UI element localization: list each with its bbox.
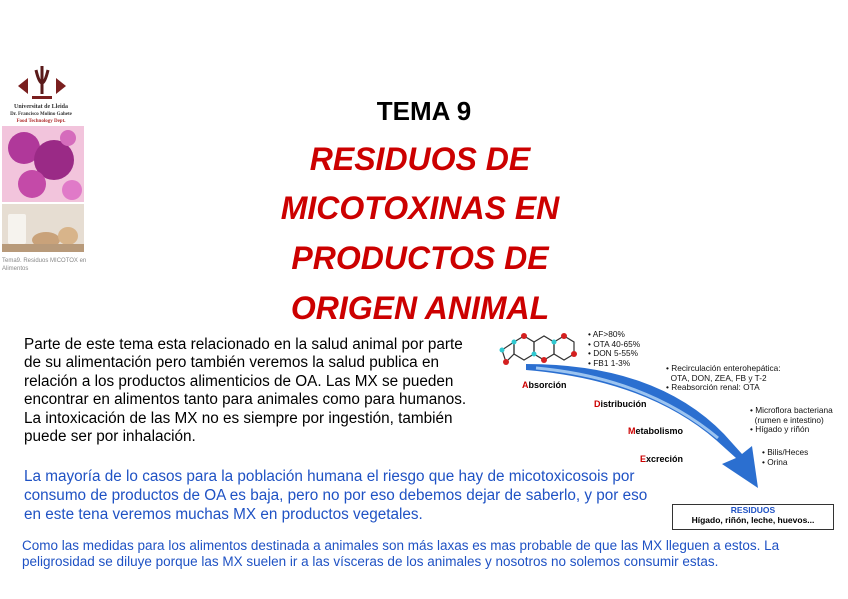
list-item: • Microflora bacteriana [750,405,833,415]
label-absorcion: Absorción [522,380,567,390]
list-item: OTA, DON, ZEA, FB y T-2 [670,372,767,383]
risk-paragraph: La mayoría de lo casos para la población humana el riesgo que hay de micotoxicosois por consumo de productos de OA es baja, pero no por eso debemos dejar de saberlo, y por eso en este tena veremos muchas MX en productos vegetales. [24,468,648,523]
list-item: • Recirculación enterohepática: [666,363,781,373]
residuos-title: RESIDUOS [730,505,776,515]
label-distribucion: Distribución [594,399,647,409]
list-item: • AF>80% [588,329,625,339]
author-name: Dr. Francisco Molino Gahete [10,112,72,117]
molecule-atoms [500,333,578,365]
measures-paragraph: Como las medidas para los alimentos destinada a animales son más laxas es mas probable de que las MX lleguen a estos. La peligrosidad se diluye porque las MX suelen ir a las vísceras de los animales y nosotros no solemos consumir estas. [22,538,780,569]
list-item: (rumen e intestino) [754,414,824,425]
microscope-image [2,126,84,202]
excrecion-list [762,448,808,467]
residuos-text: Hígado, riñón, leche, huevos... [691,515,815,525]
tema-title: TEMA 9 [376,96,472,126]
department: Food Technology Dept. [16,119,66,124]
residuos-box [672,504,834,530]
list-item: • DON 5-55% [588,348,638,358]
list-item: • Orina [762,456,788,467]
title-line-2: MICOTOXINAS EN [280,190,560,226]
list-item: • FB1 1-3% [588,357,631,368]
label-metabolismo: Metabolismo [628,426,684,436]
list-item: • Reabsorción renal: OTA [666,382,760,392]
sidebar-caption: Tema9. Residuos MICOTOX en Alimentos [2,258,87,272]
title-line-1: RESIDUOS DE [309,141,531,177]
food-image [2,204,84,252]
title-line-4: ORIGEN ANIMAL [290,290,550,326]
university-name: Universitat de Lleida [14,104,68,110]
list-item: • OTA 40-65% [588,338,641,349]
pharmacokinetics-diagram [496,320,848,540]
title-line-3: PRODUCTOS DE [291,240,549,276]
metabolismo-list [750,406,833,435]
list-item: • Bilis/Heces [762,447,809,457]
distribucion-list [666,364,781,393]
intro-paragraph: Parte de este tema esta relacionado en la salud animal por parte de su alimentación pero también veremos la salud publica en relación a los productos alimenticios de OA. Las MX se pueden encontrar en alimentos tanto para animales como para humanos. La intoxicación de las MX no es siempre por ingestión, también puede ser por inhalación. [24,336,467,446]
list-item: • Hígado y riñón [750,424,810,434]
absorcion-list [588,330,640,368]
label-excrecion: Excreción [640,454,684,464]
